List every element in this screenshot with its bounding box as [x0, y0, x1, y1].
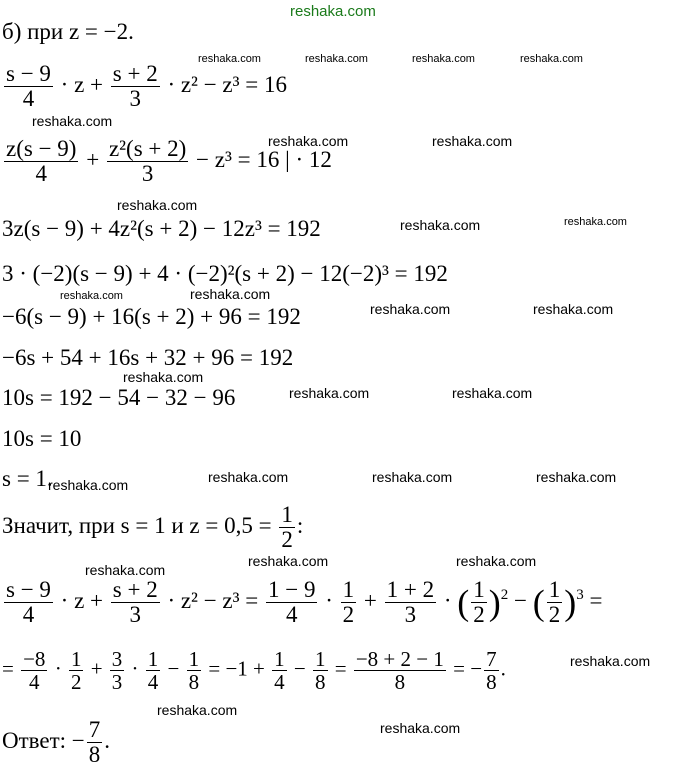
equation-line-11: [2, 503, 303, 552]
expr-text: −: [514, 587, 528, 613]
equation-line-7: −6s + 54 + 16s + 32 + 96 = 192: [2, 345, 294, 370]
fraction: [69, 648, 84, 693]
expr-text: ·: [325, 587, 333, 613]
numerator: 1 − 9: [268, 577, 316, 602]
paren: ): [564, 582, 577, 623]
numerator: z²(s + 2): [108, 136, 187, 161]
denominator: 4: [147, 670, 159, 695]
watermark: reshaka.com: [564, 216, 627, 228]
equation-line-10: s = 1.: [2, 466, 53, 491]
watermark: reshaka.com: [190, 286, 271, 302]
paren: (: [532, 582, 545, 623]
denominator: 4: [22, 86, 35, 112]
denominator: 8: [88, 742, 101, 768]
fraction: [21, 648, 47, 693]
expr-text: ·: [54, 656, 62, 681]
watermark: reshaka.com: [198, 53, 261, 65]
numerator: z(s − 9): [6, 136, 77, 161]
fraction: [266, 578, 317, 627]
numerator: 1: [188, 647, 200, 671]
fraction: [341, 578, 357, 627]
expr-text: ·: [443, 587, 452, 613]
numerator: 3: [111, 647, 123, 671]
numerator: 1: [473, 577, 485, 602]
denominator: 4: [22, 602, 35, 628]
fraction: [484, 648, 499, 693]
expr-text: = −: [453, 656, 483, 681]
watermark: reshaka.com: [289, 385, 370, 401]
fraction: [146, 648, 161, 693]
watermark: reshaka.com: [32, 113, 113, 129]
watermark: reshaka.com: [452, 385, 533, 401]
equation-line-2: [2, 62, 287, 111]
fraction: [107, 137, 188, 186]
denominator: 2: [342, 602, 355, 628]
fraction: [313, 648, 328, 693]
denominator: 3: [111, 670, 123, 695]
case-heading: б) при z = −2.: [2, 19, 134, 44]
fraction: [187, 648, 202, 693]
denominator: 8: [486, 670, 497, 695]
fraction: [110, 648, 125, 693]
watermark: reshaka.com: [370, 301, 451, 317]
watermark: reshaka.com: [268, 133, 349, 149]
equation-line-3: [2, 137, 332, 186]
watermark: reshaka.com: [400, 217, 481, 233]
watermark: reshaka.com: [570, 653, 651, 669]
watermark: reshaka.com: [305, 53, 368, 65]
expr-text: +: [86, 146, 100, 172]
fraction: [111, 578, 160, 627]
expr-text: − z³ = 16 | · 12: [196, 146, 332, 172]
equation-line-5: 3 · (−2)(s − 9) + 4 · (−2)²(s + 2) − 12(−2)³ = 192: [2, 261, 448, 286]
denominator: 4: [285, 602, 298, 628]
watermark: reshaka.com: [432, 133, 513, 149]
fraction: [111, 62, 160, 111]
denominator: 2: [70, 670, 82, 695]
fraction: [354, 648, 446, 693]
numerator: −8 + 2 − 1: [355, 647, 444, 671]
numerator: s + 2: [112, 577, 158, 602]
expr-text: =: [589, 587, 603, 613]
watermark: reshaka.com: [208, 469, 289, 485]
fraction: [471, 578, 487, 627]
expr-text: .: [500, 656, 506, 681]
expr-text: =: [2, 656, 14, 681]
equation-line-13: [2, 648, 506, 693]
watermark: reshaka.com: [536, 469, 617, 485]
numerator: 1: [315, 647, 326, 671]
denominator: 3: [141, 161, 154, 187]
answer-label: Ответ: −: [2, 727, 85, 753]
numerator: 1: [548, 577, 561, 602]
watermark: reshaka.com: [60, 290, 123, 302]
watermark: reshaka.com: [117, 197, 198, 213]
numerator: 1: [147, 647, 159, 671]
exponent: 2: [500, 586, 509, 603]
denominator: 3: [129, 86, 141, 112]
numerator: s + 2: [112, 61, 158, 86]
paren: ): [488, 582, 501, 623]
watermark: reshaka.com: [520, 53, 583, 65]
denominator: 4: [29, 670, 40, 695]
fraction: [547, 578, 563, 627]
expr-text: · z +: [60, 71, 104, 97]
numerator: 1: [70, 647, 82, 671]
numerator: −8: [23, 647, 46, 671]
expr-text: =: [334, 656, 347, 681]
denominator: 8: [394, 670, 406, 695]
expr-text: +: [90, 656, 103, 681]
denominator: 8: [188, 670, 200, 695]
fraction: [4, 578, 53, 627]
numerator: 1 + 2: [386, 577, 435, 602]
expr-text: −: [167, 656, 180, 681]
denominator: 4: [274, 670, 285, 695]
watermark: reshaka.com: [372, 469, 453, 485]
fraction: [87, 718, 103, 767]
watermark: reshaka.com: [157, 702, 238, 718]
numerator: 1: [342, 577, 355, 602]
equation-line-12: [2, 578, 603, 627]
denominator: 2: [473, 602, 485, 628]
expr-text: · z +: [60, 587, 104, 613]
denominator: 8: [315, 670, 326, 695]
expr-text: Значит, при s = 1 и z = 0,5 =: [2, 512, 272, 538]
numerator: 1: [281, 502, 293, 527]
numerator: s − 9: [6, 577, 51, 602]
equation-line-6: −6(s − 9) + 16(s + 2) + 96 = 192: [2, 304, 301, 329]
watermark: reshaka.com: [533, 301, 614, 317]
watermark: reshaka.com: [456, 553, 537, 569]
answer-line: [2, 718, 110, 767]
fraction: [385, 578, 436, 627]
watermark: reshaka.com: [248, 553, 329, 569]
fraction: [4, 137, 78, 186]
expr-text: · z² − z³ =: [167, 587, 259, 613]
expr-text: · z² − z³ = 16: [167, 71, 287, 97]
watermark: reshaka.com: [85, 562, 166, 578]
paren: (: [457, 582, 470, 623]
numerator: 7: [486, 647, 497, 671]
numerator: 1: [274, 647, 285, 671]
expr-text: .: [104, 727, 111, 753]
watermark: reshaka.com: [123, 369, 204, 385]
expr-text: +: [363, 587, 377, 613]
watermark: reshaka.com: [412, 53, 475, 65]
fraction: [272, 648, 287, 693]
expr-text: ·: [131, 656, 139, 681]
watermark: reshaka.com: [380, 720, 461, 736]
fraction: [279, 503, 295, 552]
expr-text: = −1 +: [208, 656, 265, 681]
exponent: 3: [576, 586, 584, 603]
denominator: 2: [281, 527, 293, 553]
equation-line-8: 10s = 192 − 54 − 32 − 96: [2, 385, 236, 410]
denominator: 3: [404, 602, 417, 628]
denominator: 3: [129, 602, 141, 628]
equation-line-4: 3z(s − 9) + 4z²(s + 2) − 12z³ = 192: [2, 216, 321, 241]
fraction: [4, 62, 53, 111]
denominator: 4: [35, 161, 47, 187]
watermark-top[interactable]: reshaka.com: [290, 3, 376, 20]
expr-text: −: [293, 656, 306, 681]
denominator: 2: [548, 602, 561, 628]
watermark: reshaka.com: [48, 477, 129, 493]
numerator: 7: [88, 717, 101, 742]
numerator: s − 9: [6, 61, 51, 86]
expr-text: :: [296, 512, 304, 538]
equation-line-9: 10s = 10: [2, 426, 82, 451]
